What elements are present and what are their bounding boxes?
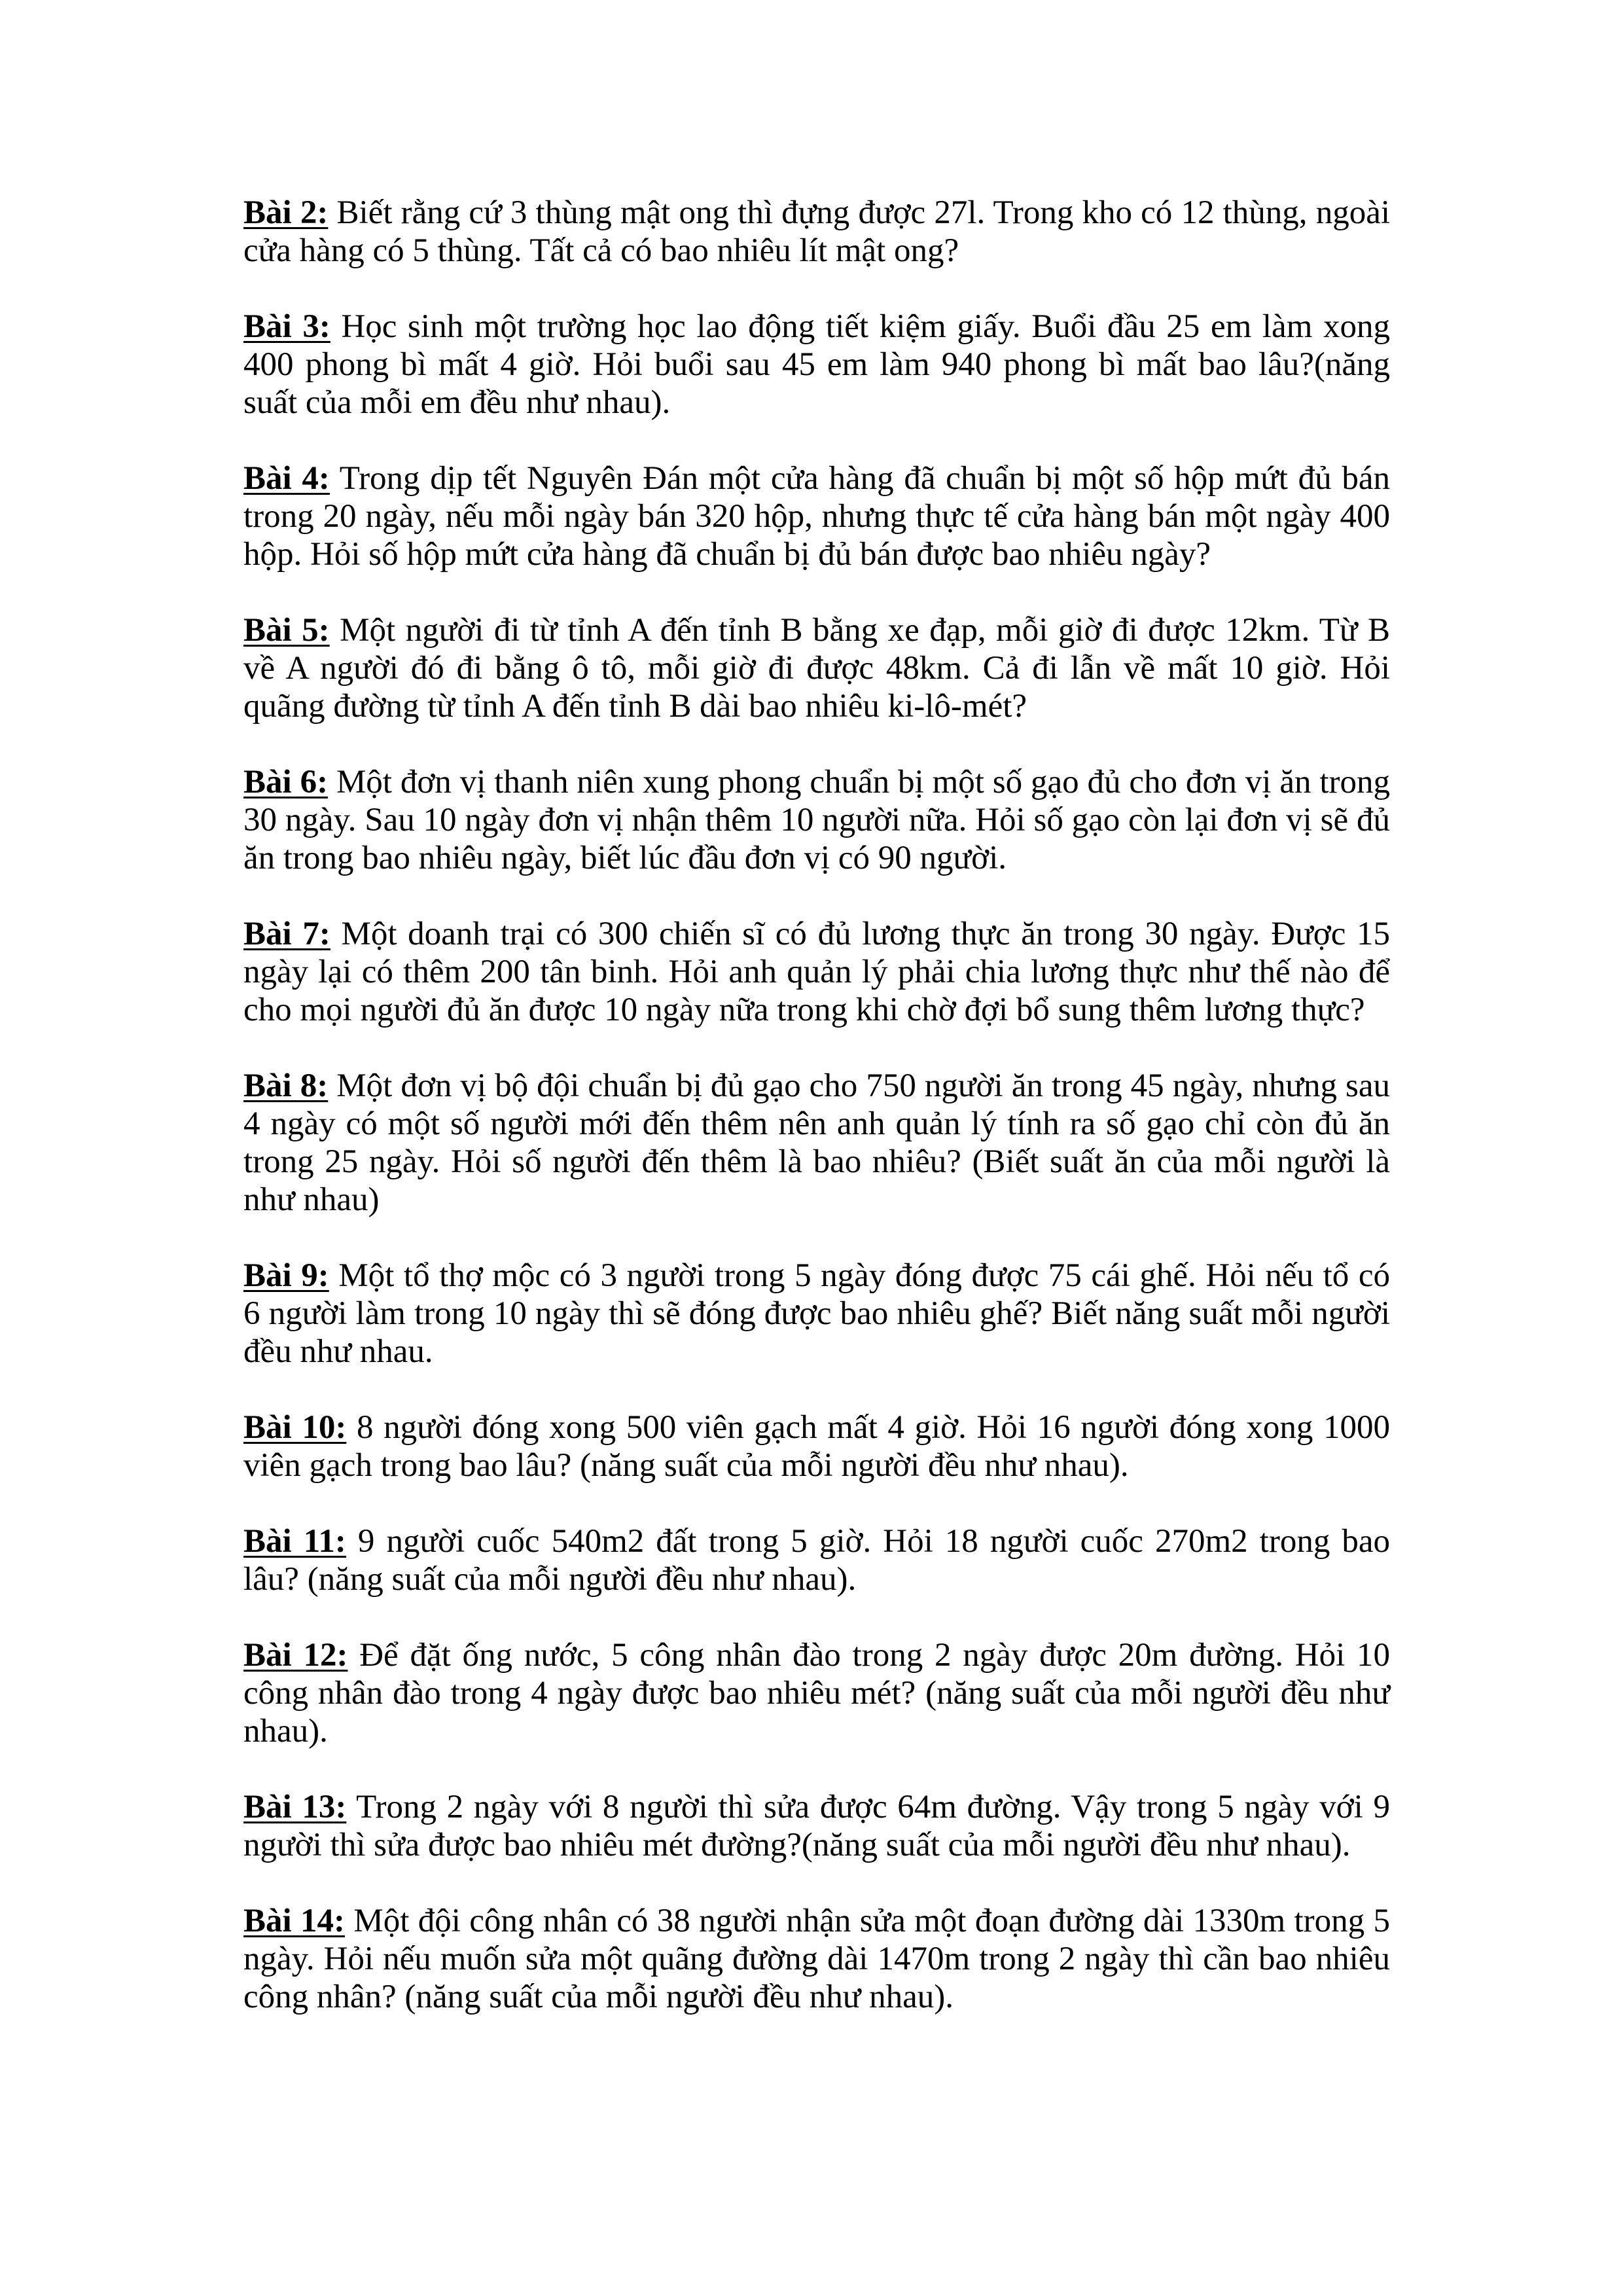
problem-text: Một đội công nhân có 38 người nhận sửa một đoạn đường dài 1330m trong 5 ngày. Hỏi nếu muốn sửa một quãng đường dài 1470m trong 2 ngày thì cần bao nhiêu công nhân? (năng suất của mỗi người đều như nhau). bbox=[243, 1903, 1390, 2015]
problem-label: Bài 2: bbox=[243, 194, 329, 231]
problem-3 bbox=[243, 308, 1390, 422]
problem-text: 9 người cuốc 540m2 đất trong 5 giờ. Hỏi 18 người cuốc 270m2 trong bao lâu? (năng suất của mỗi người đều như nhau). bbox=[243, 1523, 1390, 1598]
problem-text: Trong 2 ngày với 8 người thì sửa được 64m đường. Vậy trong 5 ngày với 9 người thì sửa được bao nhiêu mét đường?(năng suất của mỗi người đều như nhau). bbox=[243, 1789, 1390, 1863]
problem-2 bbox=[243, 194, 1390, 270]
problem-9 bbox=[243, 1257, 1390, 1371]
problem-4 bbox=[243, 459, 1390, 573]
problem-label: Bài 12: bbox=[243, 1637, 348, 1674]
problem-label: Bài 8: bbox=[243, 1067, 329, 1104]
problem-label: Bài 4: bbox=[243, 460, 330, 497]
problem-8 bbox=[243, 1067, 1390, 1219]
problem-label: Bài 7: bbox=[243, 916, 330, 952]
problem-text: Một đơn vị thanh niên xung phong chuẩn bị một số gạo đủ cho đơn vị ăn trong 30 ngày. Sau 10 ngày đơn vị nhận thêm 10 người nữa. Hỏi số gạo còn lại đơn vị sẽ đủ ăn trong bao nhiêu ngày, biết lúc đầu đơn vị có 90 người. bbox=[243, 764, 1390, 876]
problem-label: Bài 5: bbox=[243, 612, 330, 649]
problem-label: Bài 14: bbox=[243, 1903, 346, 1939]
problem-list bbox=[243, 194, 1390, 2054]
problem-label: Bài 13: bbox=[243, 1789, 347, 1825]
problem-6 bbox=[243, 763, 1390, 877]
problem-text: Một đơn vị bộ đội chuẩn bị đủ gạo cho 750 người ăn trong 45 ngày, nhưng sau 4 ngày có một số người mới đến thêm nên anh quản lý tính ra số gạo chỉ còn đủ ăn trong 25 ngày. Hỏi số người đến thêm là bao nhiêu? (Biết suất ăn của mỗi người là như nhau) bbox=[243, 1067, 1391, 1218]
problem-text: Một doanh trại có 300 chiến sĩ có đủ lương thực ăn trong 30 ngày. Được 15 ngày lại có thêm 200 tân binh. Hỏi anh quản lý phải chia lương thực như thế nào để cho mọi người đủ ăn được 10 ngày nữa trong khi chờ đợi bổ sung thêm lương thực? bbox=[243, 916, 1390, 1028]
problem-text: Để đặt ống nước, 5 công nhân đào trong 2 ngày được 20m đường. Hỏi 10 công nhân đào trong 4 ngày được bao nhiêu mét? (năng suất của mỗi người đều như nhau). bbox=[243, 1637, 1391, 1749]
problem-text: Một người đi từ tỉnh A đến tỉnh B bằng xe đạp, mỗi giờ đi được 12km. Từ B về A người đó đi bằng ô tô, mỗi giờ đi được 48km. Cả đi lẫn về mất 10 giờ. Hỏi quãng đường từ tỉnh A đến tỉnh B dài bao nhiêu ki-lô-mét? bbox=[243, 612, 1390, 725]
problem-12 bbox=[243, 1636, 1390, 1750]
problem-label: Bài 9: bbox=[243, 1257, 329, 1294]
problem-text: Một tổ thợ mộc có 3 người trong 5 ngày đóng được 75 cái ghế. Hỏi nếu tổ có 6 người làm trong 10 ngày thì sẽ đóng được bao nhiêu ghế? Biết năng suất mỗi người đều như nhau. bbox=[243, 1257, 1390, 1370]
problem-label: Bài 10: bbox=[243, 1409, 347, 1446]
problem-text: Biết rằng cứ 3 thùng mật ong thì đựng được 27l. Trong kho có 12 thùng, ngoài cửa hàng có 5 thùng. Tất cả có bao nhiêu lít mật ong? bbox=[243, 194, 1391, 269]
problem-7 bbox=[243, 915, 1390, 1029]
problem-label: Bài 3: bbox=[243, 308, 330, 345]
problem-10 bbox=[243, 1408, 1390, 1484]
problem-5 bbox=[243, 611, 1390, 725]
problem-13 bbox=[243, 1788, 1390, 1864]
problem-text: Học sinh một trường học lao động tiết kiệm giấy. Buổi đầu 25 em làm xong 400 phong bì mất 4 giờ. Hỏi buổi sau 45 em làm 940 phong bì mất bao lâu?(năng suất của mỗi em đều như nhau). bbox=[243, 308, 1390, 421]
problem-label: Bài 6: bbox=[243, 764, 329, 800]
problem-14 bbox=[243, 1902, 1390, 2016]
problem-11 bbox=[243, 1522, 1390, 1598]
problem-text: Trong dịp tết Nguyên Đán một cửa hàng đã chuẩn bị một số hộp mứt đủ bán trong 20 ngày, nếu mỗi ngày bán 320 hộp, nhưng thực tế cửa hàng bán một ngày 400 hộp. Hỏi số hộp mứt cửa hàng đã chuẩn bị đủ bán được bao nhiêu ngày? bbox=[243, 460, 1390, 573]
problem-label: Bài 11: bbox=[243, 1523, 346, 1560]
problem-text: 8 người đóng xong 500 viên gạch mất 4 giờ. Hỏi 16 người đóng xong 1000 viên gạch trong bao lâu? (năng suất của mỗi người đều như nhau). bbox=[243, 1409, 1390, 1484]
